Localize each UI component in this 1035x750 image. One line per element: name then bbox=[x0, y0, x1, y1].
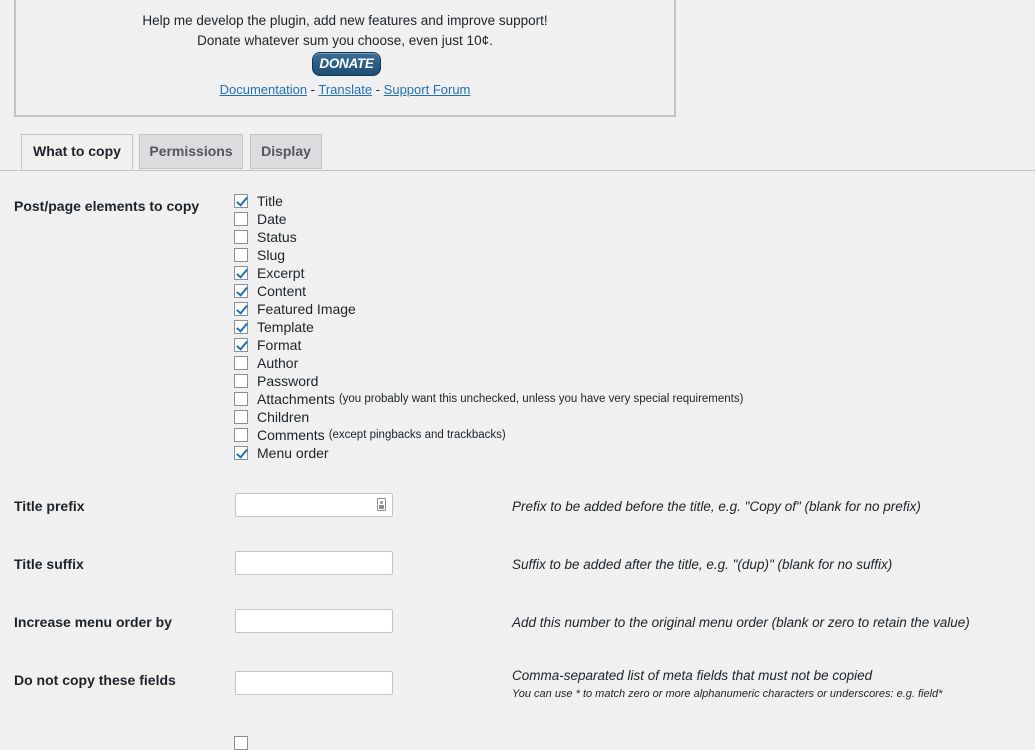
author-checkbox[interactable] bbox=[234, 356, 248, 370]
format-checkbox[interactable] bbox=[234, 338, 248, 352]
date-checkbox-label[interactable]: Date bbox=[257, 211, 287, 227]
copy-option-author[interactable] bbox=[234, 354, 298, 372]
title-checkbox[interactable] bbox=[234, 194, 248, 208]
comments-note: (except pingbacks and trackbacks) bbox=[328, 429, 506, 441]
attachments-checkbox-label[interactable]: Attachments bbox=[257, 391, 335, 407]
content-checkbox[interactable] bbox=[234, 284, 248, 298]
contact-card-icon[interactable] bbox=[377, 498, 386, 511]
menu-order-input[interactable] bbox=[236, 610, 392, 632]
copy-option-comments[interactable] bbox=[234, 426, 506, 444]
documentation-link[interactable]: Documentation bbox=[219, 82, 308, 97]
tab-display[interactable]: Display bbox=[250, 134, 322, 169]
donate-panel bbox=[14, 0, 676, 117]
copy-option-attachments[interactable] bbox=[234, 390, 743, 408]
status-checkbox-label[interactable]: Status bbox=[257, 229, 297, 245]
status-checkbox[interactable] bbox=[234, 230, 248, 244]
content-checkbox-label[interactable]: Content bbox=[257, 283, 307, 299]
copy-option-password[interactable] bbox=[234, 372, 318, 390]
slug-checkbox-label[interactable]: Slug bbox=[257, 247, 286, 263]
title-prefix-label: Title prefix bbox=[14, 498, 85, 514]
link-separator: - bbox=[372, 82, 384, 97]
template-checkbox[interactable] bbox=[234, 320, 248, 334]
copy-option-template[interactable] bbox=[234, 318, 314, 336]
copy-option-status[interactable] bbox=[234, 228, 297, 246]
children-checkbox-label[interactable]: Children bbox=[257, 409, 310, 425]
next-row-checkbox[interactable] bbox=[234, 736, 248, 750]
excerpt-checkbox-label[interactable]: Excerpt bbox=[257, 265, 305, 281]
title-suffix-input[interactable] bbox=[236, 552, 392, 574]
copy-option-format[interactable] bbox=[234, 336, 301, 354]
translate-link[interactable]: Translate bbox=[318, 82, 373, 97]
settings-tabs bbox=[0, 132, 1035, 171]
title-suffix-label: Title suffix bbox=[14, 556, 84, 572]
copy-option-children[interactable] bbox=[234, 408, 309, 426]
title-checkbox-label[interactable]: Title bbox=[257, 193, 283, 209]
tab-permissions[interactable]: Permissions bbox=[139, 134, 243, 169]
donate-sum-message: Donate whatever sum you choose, even just 10¢. bbox=[197, 33, 493, 48]
slug-checkbox[interactable] bbox=[234, 248, 248, 262]
exclude-fields-field[interactable] bbox=[235, 671, 393, 695]
donate-message: Help me develop the plugin, add new features and improve support! bbox=[142, 13, 548, 28]
copy-option-menu-order[interactable] bbox=[234, 444, 329, 462]
menu-order-checkbox-label[interactable]: Menu order bbox=[257, 445, 329, 461]
template-checkbox-label[interactable]: Template bbox=[257, 319, 314, 335]
exclude-fields-hint: You can use * to match zero or more alphanumeric characters or underscores: e.g. field* bbox=[512, 688, 943, 700]
menu-order-field[interactable] bbox=[235, 609, 393, 633]
exclude-fields-label: Do not copy these fields bbox=[14, 672, 176, 688]
excerpt-checkbox[interactable] bbox=[234, 266, 248, 280]
password-checkbox-label[interactable]: Password bbox=[257, 373, 319, 389]
exclude-fields-description: Comma-separated list of meta fields that must not be copied bbox=[512, 668, 873, 683]
copy-option-slug[interactable] bbox=[234, 246, 285, 264]
elements-to-copy-label: Post/page elements to copy bbox=[14, 198, 200, 214]
attachments-checkbox[interactable] bbox=[234, 392, 248, 406]
title-suffix-description: Suffix to be added after the title, e.g. "(dup)" (blank for no suffix) bbox=[512, 557, 893, 572]
exclude-fields-input[interactable] bbox=[236, 672, 392, 694]
children-checkbox[interactable] bbox=[234, 410, 248, 424]
copy-option-content[interactable] bbox=[234, 282, 306, 300]
comments-checkbox-label[interactable]: Comments bbox=[257, 427, 325, 443]
link-separator: - bbox=[307, 82, 319, 97]
support-forum-link[interactable]: Support Forum bbox=[383, 82, 471, 97]
menu-order-label: Increase menu order by bbox=[14, 614, 172, 630]
copy-option-date[interactable] bbox=[234, 210, 287, 228]
menu-order-description: Add this number to the original menu order (blank or zero to retain the value) bbox=[512, 615, 970, 630]
date-checkbox[interactable] bbox=[234, 212, 248, 226]
password-checkbox[interactable] bbox=[234, 374, 248, 388]
author-checkbox-label[interactable]: Author bbox=[257, 355, 299, 371]
title-prefix-input[interactable] bbox=[236, 494, 392, 516]
copy-option-featured-image[interactable] bbox=[234, 300, 356, 318]
tab-what-to-copy[interactable]: What to copy bbox=[21, 134, 133, 170]
copy-option-excerpt[interactable] bbox=[234, 264, 304, 282]
menu-order-checkbox[interactable] bbox=[234, 446, 248, 460]
featured-image-checkbox[interactable] bbox=[234, 302, 248, 316]
title-prefix-description: Prefix to be added before the title, e.g. "Copy of" (blank for no prefix) bbox=[512, 499, 921, 514]
featured-image-checkbox-label[interactable]: Featured Image bbox=[257, 301, 356, 317]
comments-checkbox[interactable] bbox=[234, 428, 248, 442]
title-suffix-field[interactable] bbox=[235, 551, 393, 575]
donate-links bbox=[16, 82, 674, 97]
donate-button[interactable]: DONATE bbox=[312, 52, 381, 76]
title-prefix-field[interactable] bbox=[235, 493, 393, 517]
copy-option-title[interactable] bbox=[234, 192, 283, 210]
attachments-note: (you probably want this unchecked, unless you have very special requirements) bbox=[338, 393, 744, 405]
format-checkbox-label[interactable]: Format bbox=[257, 337, 302, 353]
